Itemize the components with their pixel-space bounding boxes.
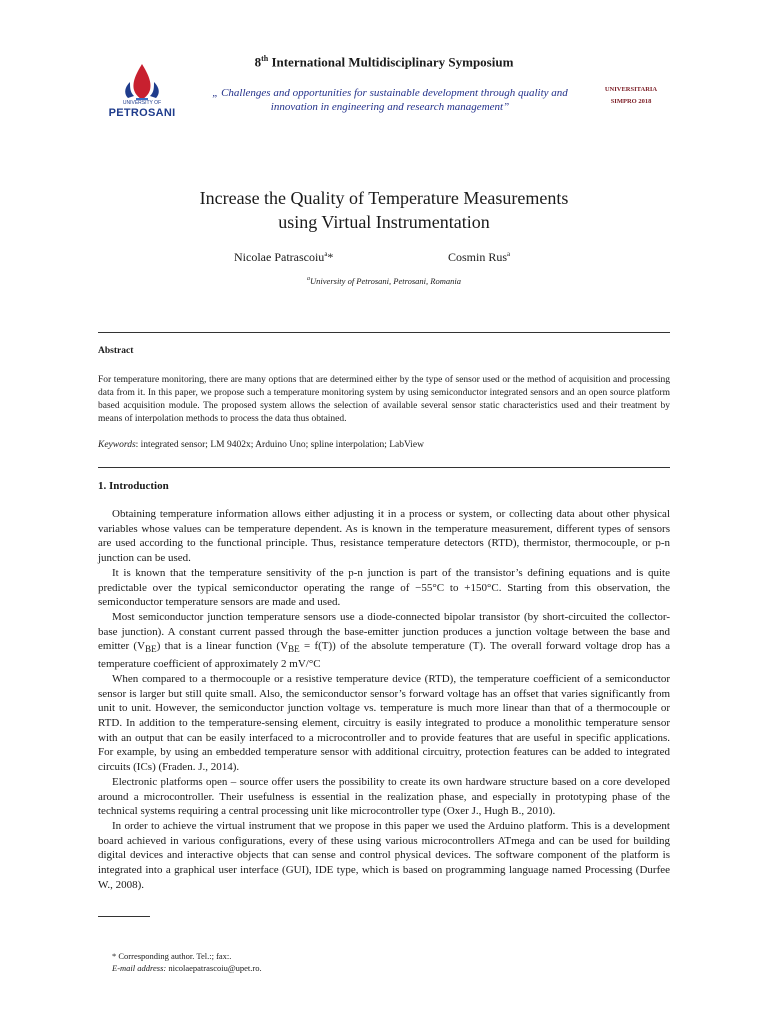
- paragraph: It is known that the temperature sensitivity of the p-n junction is part of the transistor’s defining equations and is quite predictable over the typical semiconductor operating the range of −55°C to +150°C. Starting from this observation, the semiconductor temperature sensors are made and used.: [98, 566, 670, 609]
- paragraph-segment: ) that is a linear function (V: [156, 640, 289, 653]
- email-label: E-mail address:: [112, 963, 167, 973]
- logo-left-wing-icon: [125, 82, 134, 98]
- author-2-affiliation-mark: a: [507, 250, 511, 258]
- authors: [0, 250, 768, 266]
- author-1-name: Nicolae Patrascoiu: [234, 250, 325, 264]
- logo-university-label: UNIVERSITY OF: [122, 100, 162, 106]
- introduction-body: [98, 507, 670, 892]
- conference-badge-line1: UNIVERSITARIA: [604, 86, 658, 93]
- paragraph: When compared to a thermocouple or a resistive temperature device (RTD), the temperature coefficient of a semiconductor sensor is larger but still quite small. Also, the semiconductor sensor’s forward voltage has an offset that varies significantly from unit to unit. However, the semiconductor junction voltage vs. temperature is much more linear than that of a thermocouple or RTD. In addition to the temperature-sensing element, circuitry is easily integrated to produce a monolithic temperature sensor with an output that can be easily interfaced to a microcontroller and to provide features that are useful in specific applications. For example, by using an embedded temperature sensor with additional circuitry, protection features can be added to integrated circuits (ICs) (Fraden. J., 2014).: [98, 672, 670, 774]
- footnote-email: [112, 963, 262, 973]
- logo-right-wing-icon: [150, 82, 159, 98]
- subscript: BE: [288, 644, 300, 655]
- author-2: [448, 250, 510, 265]
- subscript: BE: [145, 644, 157, 655]
- logo-university-name: PETROSANI: [108, 107, 176, 119]
- affiliation: [0, 276, 768, 286]
- symposium-title-text: International Multidisciplinary Symposium: [271, 54, 514, 70]
- affiliation-text: University of Petrosani, Petrosani, Romania: [310, 276, 461, 286]
- author-1-affiliation-mark: a: [324, 250, 328, 258]
- paper-title-line2: using Virtual Instrumentation: [278, 212, 490, 232]
- keywords-text: : integrated sensor; LM 9402x; Arduino Uno; spline interpolation; LabView: [135, 440, 424, 450]
- paragraph: Obtaining temperature information allows either adjusting it in a process or system, or collecting data about other physical variables whose values can be temperature dependent. As is known in the temperature measurement, different types of sensors are used according to the functional principle. Thus, resistance temperature detectors (RTD), thermistor, thermocouple, or p-n junction can be used.: [98, 508, 670, 565]
- symposium-subtitle-line1: „ Challenges and opportunities for sustainable development through quality and: [212, 87, 568, 99]
- author-1: [234, 250, 333, 265]
- symposium-suffix: th: [261, 54, 269, 63]
- symposium-number: 8: [254, 54, 262, 70]
- paper-title: [0, 186, 768, 234]
- footnote-corresponding: * Corresponding author. Tel.:; fax:.: [112, 951, 232, 961]
- abstract-bottom-divider: [98, 467, 670, 468]
- symposium-subtitle-line2: innovation in engineering and research management”: [270, 101, 510, 113]
- conference-badge: [600, 84, 662, 108]
- author-1-corresponding-mark: *: [327, 250, 334, 264]
- logo-flame-icon: [133, 64, 150, 100]
- affiliation-mark: a: [307, 276, 311, 283]
- paragraph-segment: = f(T)) of the absolute temperature (T). The overall forward voltage drop has a temperature coefficient of approximately 2 mV/°C: [98, 640, 670, 671]
- section-heading-introduction: 1. Introduction: [98, 480, 169, 492]
- paragraph: [98, 610, 670, 672]
- footnote-divider: [98, 916, 150, 917]
- author-2-name: Cosmin Rus: [448, 250, 508, 264]
- keywords-label: Keywords: [98, 440, 136, 450]
- symposium-subtitle: [190, 86, 590, 114]
- conference-badge-line2: SIMPRO 2018: [610, 98, 652, 105]
- keywords: [98, 440, 670, 450]
- paragraph-segment: Most semiconductor junction temperature sensors use a diode-connected bipolar transistor (by short-circuited the collector-base junction). A constant current passed through the base-emitter junction produces a junction voltage between the base and emitter (V: [98, 610, 670, 653]
- paragraph: In order to achieve the virtual instrument that we propose in this paper we used the Arduino platform. This is a development board achieved in various configurations, every of these using various microcontrollers ATmega and can be used for building digital devices and interactive objects that can sense and control physical devices. The software component of the platform is integrated into a graphical user interface (GUI), IDE type, which is based on programming language named Processing (Durfee W., 2008).: [98, 819, 670, 891]
- paper-title-line1: Increase the Quality of Temperature Measurements: [199, 188, 569, 208]
- paragraph: Electronic platforms open – source offer users the possibility to create its own hardware structure based on a core developed around a microcontroller. Their usefulness is essential in the realization phase, and especially in prototyping phase of the technical systems requiring a central processing unit like microcontroller type (Oxer J., Hugh B., 2010).: [98, 775, 670, 818]
- abstract-top-divider: [98, 332, 670, 333]
- abstract-heading: Abstract: [98, 346, 134, 356]
- email-address: nicolaepatrascoiu@upet.ro.: [166, 963, 262, 973]
- abstract-text: For temperature monitoring, there are many options that are determined either by the type of sensor used or the method of acquisition and processing data from it. In this paper, we propose such a temperature monitoring system by using semiconductor integrated sensors and an open source platform based acquisition module. The proposed system allows the selection of available several sensor static characteristics used and their treatment by means of interpolation methods to process the data thus obtained.: [98, 375, 670, 424]
